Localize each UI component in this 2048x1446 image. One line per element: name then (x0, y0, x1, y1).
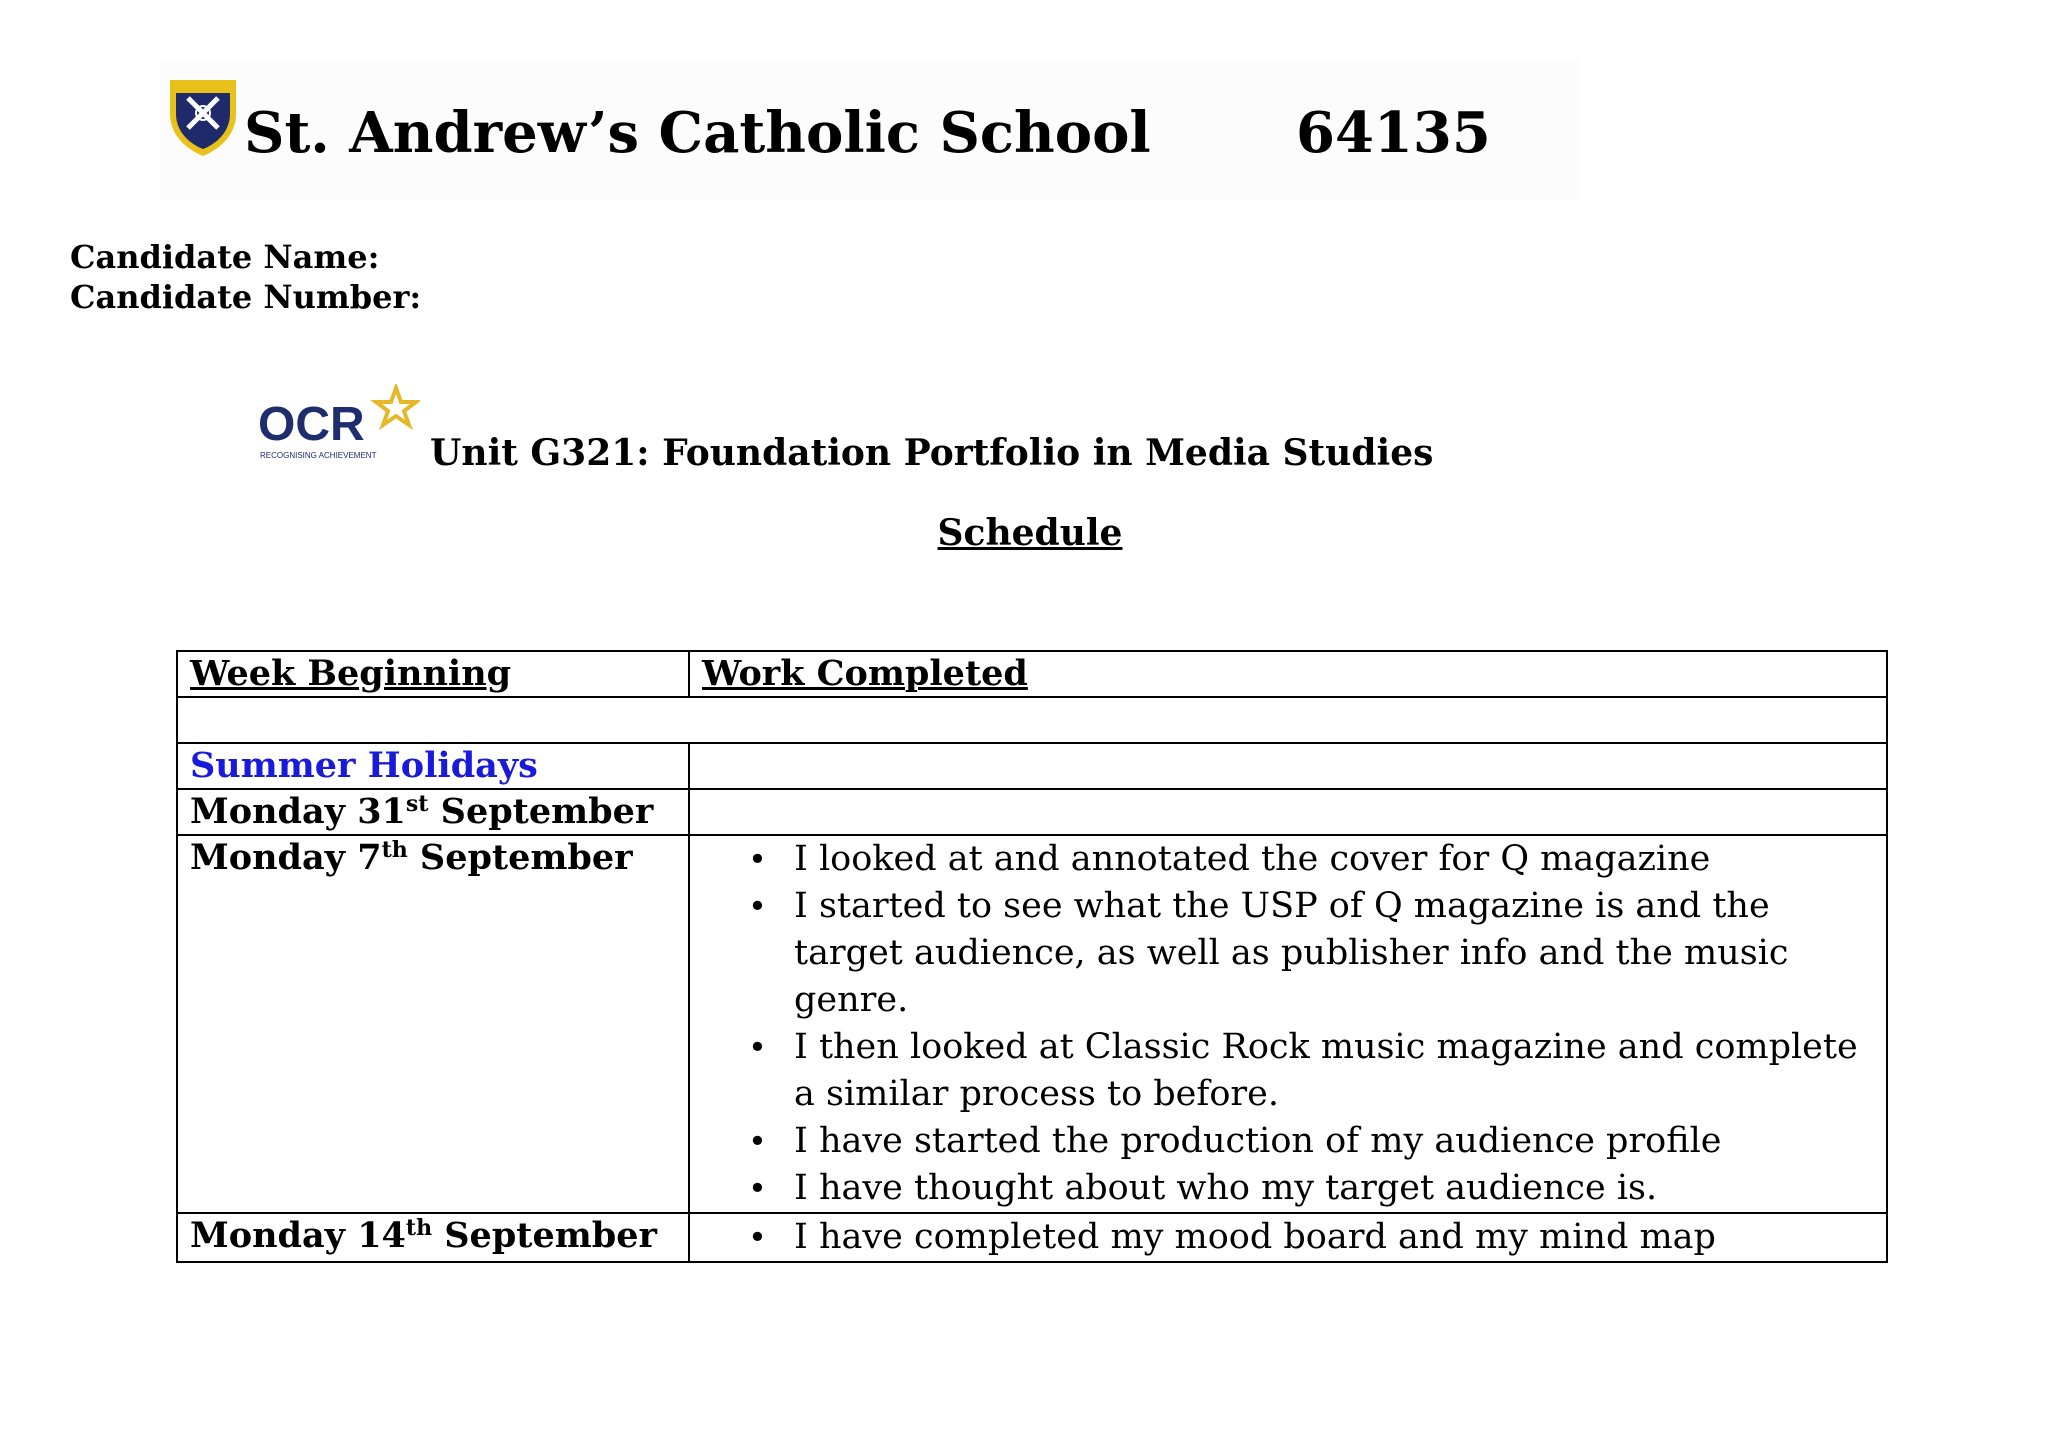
table-row (177, 789, 1887, 835)
table-row (177, 743, 1887, 789)
school-crest-logo (166, 74, 240, 160)
schedule-table (176, 650, 1888, 1263)
work-cell (689, 789, 1887, 835)
work-list (702, 1214, 1874, 1261)
week-cell: Summer Holidays (177, 743, 689, 789)
work-cell (689, 835, 1887, 1213)
week-cell: Monday 7th September (177, 835, 689, 1213)
table-header-row (177, 651, 1887, 697)
ocr-logo-tagline: RECOGNISING ACHIEVEMENT (260, 451, 377, 460)
list-item: • I started to see what the USP of Q magazine is and the target audience, as well as publisher info and the music genre. (794, 883, 1874, 1024)
work-cell (689, 1213, 1887, 1262)
list-item: • I have thought about who my target audience is. (794, 1165, 1874, 1212)
unit-title: Unit G321: Foundation Portfolio in Media Studies (430, 432, 1434, 474)
ocr-logo (256, 384, 420, 464)
school-name: St. Andrew’s Catholic School (244, 100, 1151, 166)
work-list (702, 836, 1874, 1212)
list-item: • I then looked at Classic Rock music magazine and complete a similar process to before. (794, 1024, 1874, 1118)
table-row-empty (177, 697, 1887, 743)
week-cell: Monday 31st September (177, 789, 689, 835)
week-cell: Monday 14th September (177, 1213, 689, 1262)
table-row (177, 1213, 1887, 1262)
ocr-logo-text: OCR (258, 398, 365, 451)
list-item: • I have completed my mood board and my mind map (794, 1214, 1874, 1261)
table-row (177, 835, 1887, 1213)
centre-number: 64135 (1296, 100, 1491, 166)
schedule-title: Schedule (937, 512, 1123, 554)
candidate-number-label: Candidate Number: (70, 278, 422, 316)
work-cell (689, 743, 1887, 789)
candidate-name-label: Candidate Name: (70, 238, 380, 276)
empty-cell (177, 697, 1887, 743)
list-item: • I looked at and annotated the cover for Q magazine (794, 836, 1874, 883)
col-header-work: Work Completed (689, 651, 1887, 697)
col-header-week: Week Beginning (177, 651, 689, 697)
list-item: • I have started the production of my audience profile (794, 1118, 1874, 1165)
